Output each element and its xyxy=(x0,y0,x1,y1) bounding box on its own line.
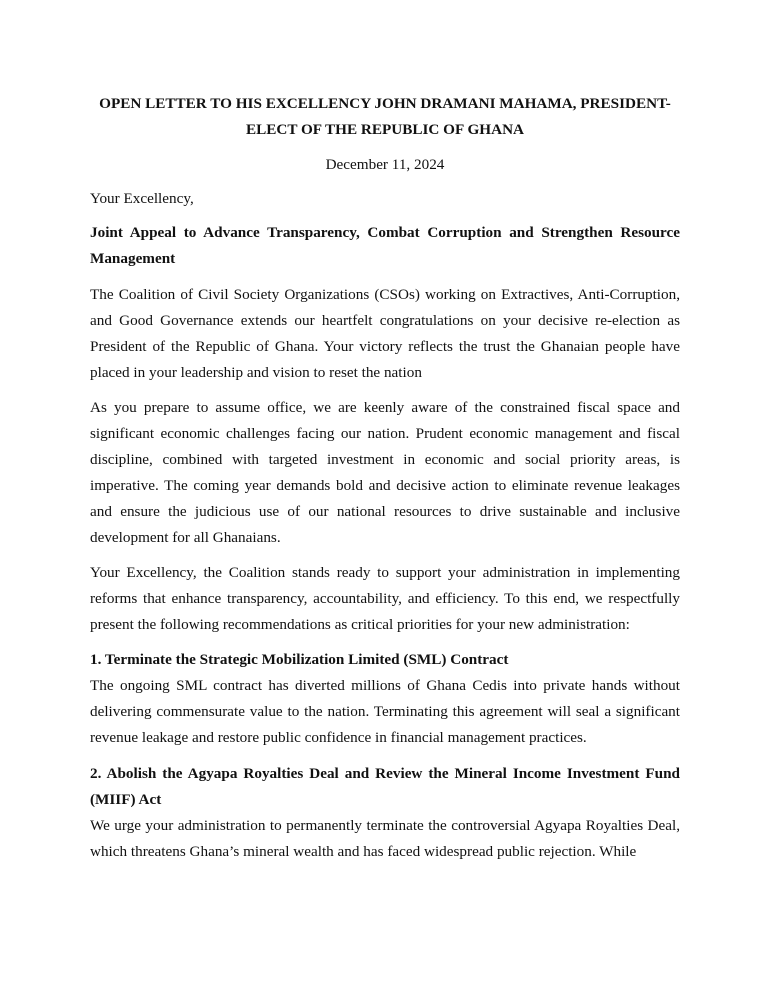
subject-heading: Joint Appeal to Advance Transparency, Combat Corruption and Strengthen Resource Management xyxy=(90,224,680,267)
recommendation-body: We urge your administration to permanently terminate the controversial Agyapa Royalties Deal, which threatens Ghana’s mineral wealth and has faced widespread public rejection. While xyxy=(90,817,680,860)
paragraph-congratulations: The Coalition of Civil Society Organizations (CSOs) working on Extractives, Anti-Corruption, and Good Governance extends our heartfelt congratulations on your decisive re-election as President of the Republic of Ghana. Your victory reflects the trust the Ghanaian people have placed in your leadership and vision to reset the nation xyxy=(90,286,680,381)
recommendation-heading: 1. Terminate the Strategic Mobilization Limited (SML) Contract xyxy=(90,651,509,668)
recommendation-body: The ongoing SML contract has diverted millions of Ghana Cedis into private hands without delivering commensurate value to the nation. Terminating this agreement will seal a significant revenue leakage and restore public confidence in financial management practices. xyxy=(90,677,680,746)
letter-page xyxy=(90,90,680,865)
paragraph-fiscal-context: As you prepare to assume office, we are keenly aware of the constrained fiscal space and significant economic challenges facing our nation. Prudent economic management and fiscal discipline, combined with targeted investment in economic and social priority areas, is imperative. The coming year demands bold and decisive action to eliminate revenue leakages and ensure the judicious use of our national resources to drive sustainable and inclusive development for all Ghanaians. xyxy=(90,399,680,546)
letter-date: December 11, 2024 xyxy=(325,156,445,173)
recommendation-heading: 2. Abolish the Agyapa Royalties Deal and Review the Mineral Income Investment Fund (MIIF) Act xyxy=(90,765,680,808)
letter-title: OPEN LETTER TO HIS EXCELLENCY JOHN DRAMANI MAHAMA, PRESIDENT-ELECT OF THE REPUBLIC OF GHANA xyxy=(99,95,671,138)
salutation: Your Excellency, xyxy=(90,190,194,207)
recommendation-2 xyxy=(90,761,680,865)
recommendation-1 xyxy=(90,647,680,751)
paragraph-recommendations-intro: Your Excellency, the Coalition stands ready to support your administration in implementing reforms that enhance transparency, accountability, and efficiency. To this end, we respectfully present the following recommendations as critical priorities for your new administration: xyxy=(90,564,680,633)
